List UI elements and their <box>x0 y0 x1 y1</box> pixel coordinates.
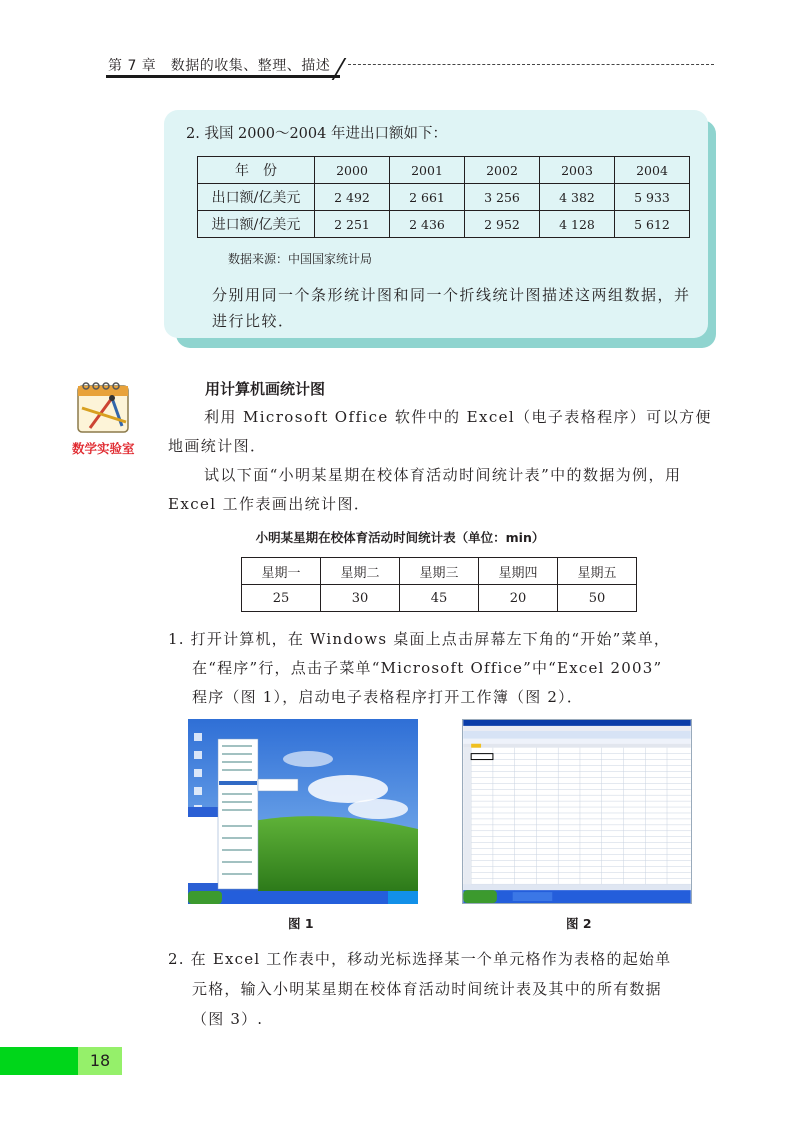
import-label-cell: 进口额/亿美元 <box>198 211 315 238</box>
export-value-cell: 2 492 <box>315 184 390 211</box>
figure-1-caption: 图 1 <box>288 916 314 931</box>
export-value-cell: 2 661 <box>390 184 465 211</box>
export-value-cell: 5 933 <box>615 184 690 211</box>
step-2-line-1: 2. 在 Excel 工作表中，移动光标选择某一个单元格作为表格的起始单 <box>168 950 672 968</box>
activity-table <box>241 557 637 612</box>
figure-1-windows-desktop <box>188 719 418 904</box>
activity-minutes-row <box>242 585 637 612</box>
export-value-cell: 4 382 <box>540 184 615 211</box>
step-1-line-1: 1. 打开计算机，在 Windows 桌面上点击屏幕左下角的“开始”菜单， <box>168 630 671 648</box>
figure-2-excel-workbook <box>462 719 692 904</box>
step-1-line-2: 在“程序”行，点击子菜单“Microsoft Office”中“Excel 2003” <box>192 659 663 677</box>
trade-table <box>197 156 690 238</box>
math-lab-label: 数学实验室 <box>72 441 135 456</box>
exercise-task: 分别用同一个条形统计图和同一个折线统计图描述这两组数据，并进行比较． <box>212 286 691 330</box>
trade-table-header-row <box>198 157 690 184</box>
export-label-cell: 出口额/亿美元 <box>198 184 315 211</box>
import-value-cell: 2 952 <box>465 211 540 238</box>
instruction-paragraph: 试以下面“小明某星期在校体育活动时间统计表”中的数据为例，用 Excel 工作表画出统计图． <box>168 466 682 513</box>
data-source-note: 数据来源：中国国家统计局 <box>228 252 373 266</box>
exercise-question: 2. 我国 2000～2004 年进出口额如下： <box>186 126 447 142</box>
day-cell: 星期三 <box>400 558 479 585</box>
step-1 <box>168 625 720 712</box>
day-cell: 星期一 <box>242 558 321 585</box>
year-cell: 2003 <box>540 157 615 184</box>
calendar-compass-icon <box>72 378 134 438</box>
step-2-line-3: （图 3）. <box>192 1010 264 1028</box>
day-cell: 星期四 <box>479 558 558 585</box>
chapter-header: 第 7 章 数据的收集、整理、描述 <box>108 58 331 74</box>
step-2 <box>168 944 720 1034</box>
minutes-cell: 20 <box>479 585 558 612</box>
header-dashed-rule <box>348 64 714 65</box>
section-title: 用计算机画统计图 <box>205 380 326 398</box>
import-row <box>198 211 690 238</box>
year-header-cell: 年 份 <box>198 157 315 184</box>
minutes-cell: 25 <box>242 585 321 612</box>
day-cell: 星期五 <box>558 558 637 585</box>
activity-table-caption: 小明某星期在校体育活动时间统计表（单位：min） <box>255 530 545 545</box>
header-underline <box>106 75 340 78</box>
minutes-cell: 45 <box>400 585 479 612</box>
import-value-cell: 4 128 <box>540 211 615 238</box>
year-cell: 2000 <box>315 157 390 184</box>
minutes-cell: 50 <box>558 585 637 612</box>
page-number-bar <box>0 1047 78 1075</box>
page-number: 18 <box>78 1047 122 1075</box>
activity-days-row <box>242 558 637 585</box>
import-value-cell: 5 612 <box>615 211 690 238</box>
minutes-cell: 30 <box>321 585 400 612</box>
import-value-cell: 2 251 <box>315 211 390 238</box>
intro-paragraph: 利用 Microsoft Office 软件中的 Excel（电子表格程序）可以方便地画统计图． <box>168 408 712 455</box>
import-value-cell: 2 436 <box>390 211 465 238</box>
export-value-cell: 3 256 <box>465 184 540 211</box>
year-cell: 2004 <box>615 157 690 184</box>
day-cell: 星期二 <box>321 558 400 585</box>
step-2-line-2: 元格，输入小明某星期在校体育活动时间统计表及其中的所有数据 <box>192 980 662 998</box>
step-1-line-3: 程序（图 1），启动电子表格程序打开工作簿（图 2）． <box>192 688 584 706</box>
figure-2-caption: 图 2 <box>566 916 592 931</box>
export-row <box>198 184 690 211</box>
year-cell: 2002 <box>465 157 540 184</box>
year-cell: 2001 <box>390 157 465 184</box>
